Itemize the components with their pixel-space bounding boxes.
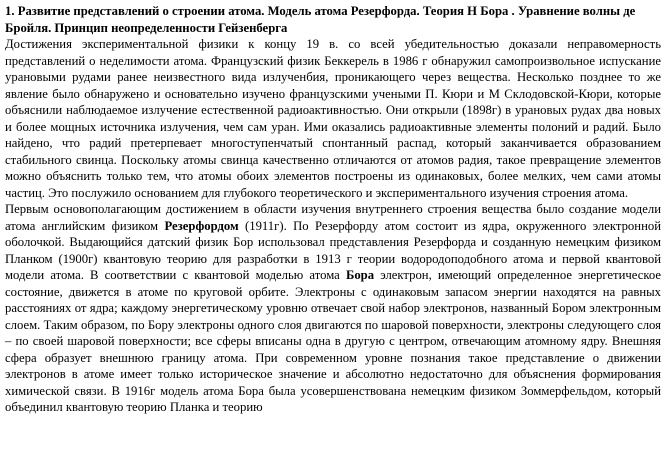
bold-term-rutherford: Резерфордом <box>164 218 239 233</box>
document-heading: 1. Развитие представлений о строении атома. Модель атома Резерфорда. Теория Н Бора . Уравнение волны де Бройля. Принцип неопределенности Гейзенберга <box>5 4 636 35</box>
paragraph-radioactivity <box>5 36 661 201</box>
paragraph-atom-models <box>5 201 661 416</box>
paragraph-text: Первым основополагающим достижением в области изучения внутреннего строения вещества было создание модели атома английским физиком <box>5 202 661 233</box>
paragraph-text: Достижения экспериментальной физики к концу 19 в. со всей убедительностью доказали неправомерность представлений о неделимости атома. Французский физик Беккерель в 1986 г обнаружил самопроизвольное испускание урановыми рудами ранее неизвестного вида излученбия, проникающего через вещества. Несколько позднее то же явление было обнаружено и основательно изучено французскими учеными П. Кюри и М Склодовской-Кюри, которые объяснили наблюдаемое излучение естественной радиоактивностью. Они открыли (1898г) в урановых рудах два новых и более мощных источника излучения, чем сам уран. Ими оказались радиоактивные элементы полоний и радий. Было найдено, что радий претерпевает многоступенчатый спонтанный распад, который заканчивается образованием стабильного свинца. Поскольку атомы свинца качественно отличаются от атомов радия, такое превращение элементов можно объяснить только тем, что атомы обоих элементов построены из одинаковых, более мелких, чем сами атомы частиц. Это послужило основанием для глубокого теоретического и экспериментального изучения строения атома. <box>5 37 661 200</box>
paragraph-text: электрон, имеющий определенное энергетическое состояние, движется в атоме по круговой орбите. Электроны с одинаковым запасом энергии находятся на равных расстояниях от ядра; каждому энергетическому уровню отвечает свой набор электронов, названный Бором электронным слоем. Таким образом, по Бору электроны одного слоя двигаются по шаровой поверхности, электроны следующего слоя – по своей шаровой поверхности; все сферы вписаны одна в другую с центром, отвечающим атомному ядру. Внешняя сфера образует внешнюю границу атома. При современном уровне познания такое представление о движении электронов в атоме имеет только историческое значение и абсолютно недостаточно для объяснения формирования химической связи. В 1916г модель атома Бора была усовершенствована немецким физиком Зоммерфельдом, который объединил квантовую теорию Планка и теорию <box>5 268 661 414</box>
bold-term-bohr: Бора <box>345 268 375 282</box>
paragraph-text: (1911г). По Резерфорду атом состоит из ядра, окруженного электронной оболочкой. Выдающийся датский физик Бор использовал представления Резерфорда и созданную немецким физиком Планком (1900г) квантовую теорию для разработки в 1913 г теории водородоподобного атома и первой квантовой модели атома. В соответствии с квантовой моделью атома <box>5 218 661 282</box>
